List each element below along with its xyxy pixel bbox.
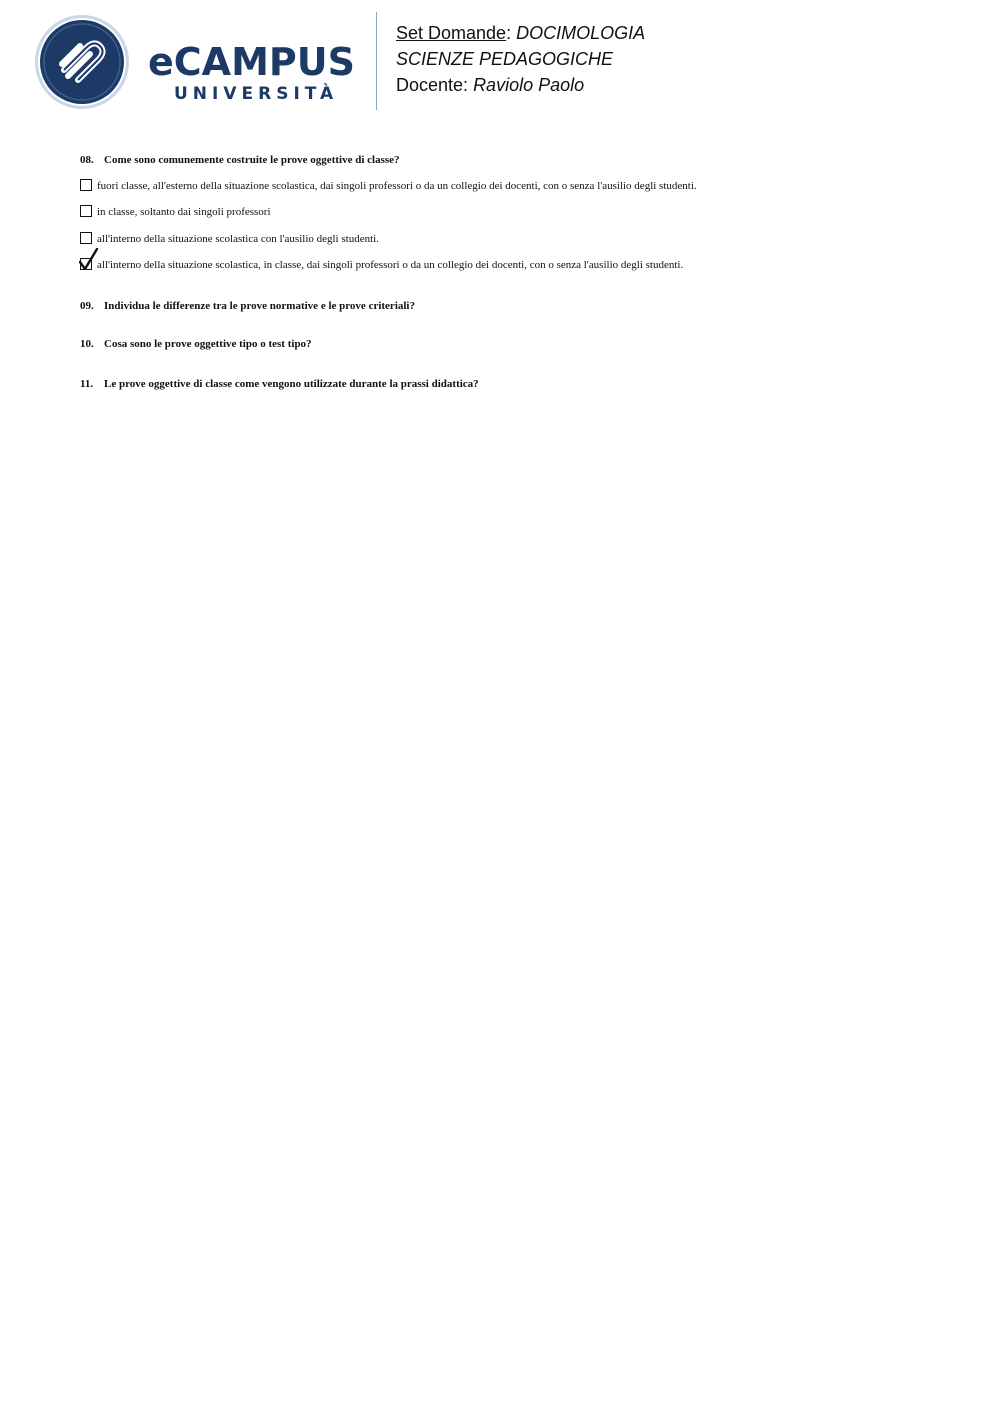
course-name: SCIENZE PEDAGOGICHE — [396, 49, 614, 69]
answer-option-1[interactable] — [80, 178, 697, 194]
header-info — [396, 20, 645, 98]
ecampus-wordmark — [148, 42, 363, 108]
ecampus-seal-icon — [34, 14, 130, 110]
set-line: Set Domande: DOCIMOLOGIA — [396, 23, 646, 43]
question-number: 11. — [80, 378, 94, 390]
question-text: Le prove oggettive di classe come vengono utilizzate durante la prassi didattica? — [104, 378, 479, 390]
teacher-line — [396, 72, 645, 98]
teacher-label: Docente: — [396, 75, 469, 95]
answer-text: all'interno della situazione scolastica con l'ausilio degli studenti. — [97, 233, 379, 245]
answer-text: in classe, soltanto dai singoli professori — [97, 206, 271, 218]
logo-subtitle-text: UNIVERSITÀ — [174, 84, 339, 104]
set-label: Set Domande — [396, 23, 507, 43]
checkbox-unchecked[interactable] — [80, 232, 92, 244]
logo-wordmark-text: eCAMPUS — [148, 40, 355, 84]
answer-option-3[interactable] — [80, 231, 379, 247]
question-text: Individua le differenze tra le prove normative e le prove criteriali? — [104, 300, 415, 312]
question-text: Come sono comunemente costruite le prove oggettive di classe? — [104, 154, 400, 166]
answer-option-4[interactable] — [80, 257, 683, 273]
question-08 — [80, 152, 400, 168]
teacher-name: Raviolo Paolo — [473, 75, 585, 95]
checkbox-unchecked[interactable] — [80, 205, 92, 217]
question-number: 09. — [80, 300, 94, 312]
answer-text: all'interno della situazione scolastica, in classe, dai singoli professori o da un collegio dei docenti, con o senza l'ausilio degli studenti. — [97, 259, 684, 271]
set-value: DOCIMOLOGIA — [516, 23, 646, 43]
checkbox-unchecked[interactable] — [80, 179, 92, 191]
question-number: 10. — [80, 338, 94, 350]
question-number: 08. — [80, 154, 94, 166]
question-09 — [80, 298, 415, 314]
answer-text: fuori classe, all'esterno della situazione scolastica, dai singoli professori o da un collegio dei docenti, con o senza l'ausilio degli studenti. — [97, 180, 697, 192]
answer-option-2[interactable] — [80, 204, 271, 220]
page-header — [0, 0, 1000, 120]
question-11 — [80, 376, 479, 392]
header-divider — [376, 12, 377, 110]
question-text: Cosa sono le prove oggettive tipo o test tipo? — [104, 338, 312, 350]
checkmark-icon — [79, 248, 99, 270]
question-10 — [80, 336, 312, 352]
